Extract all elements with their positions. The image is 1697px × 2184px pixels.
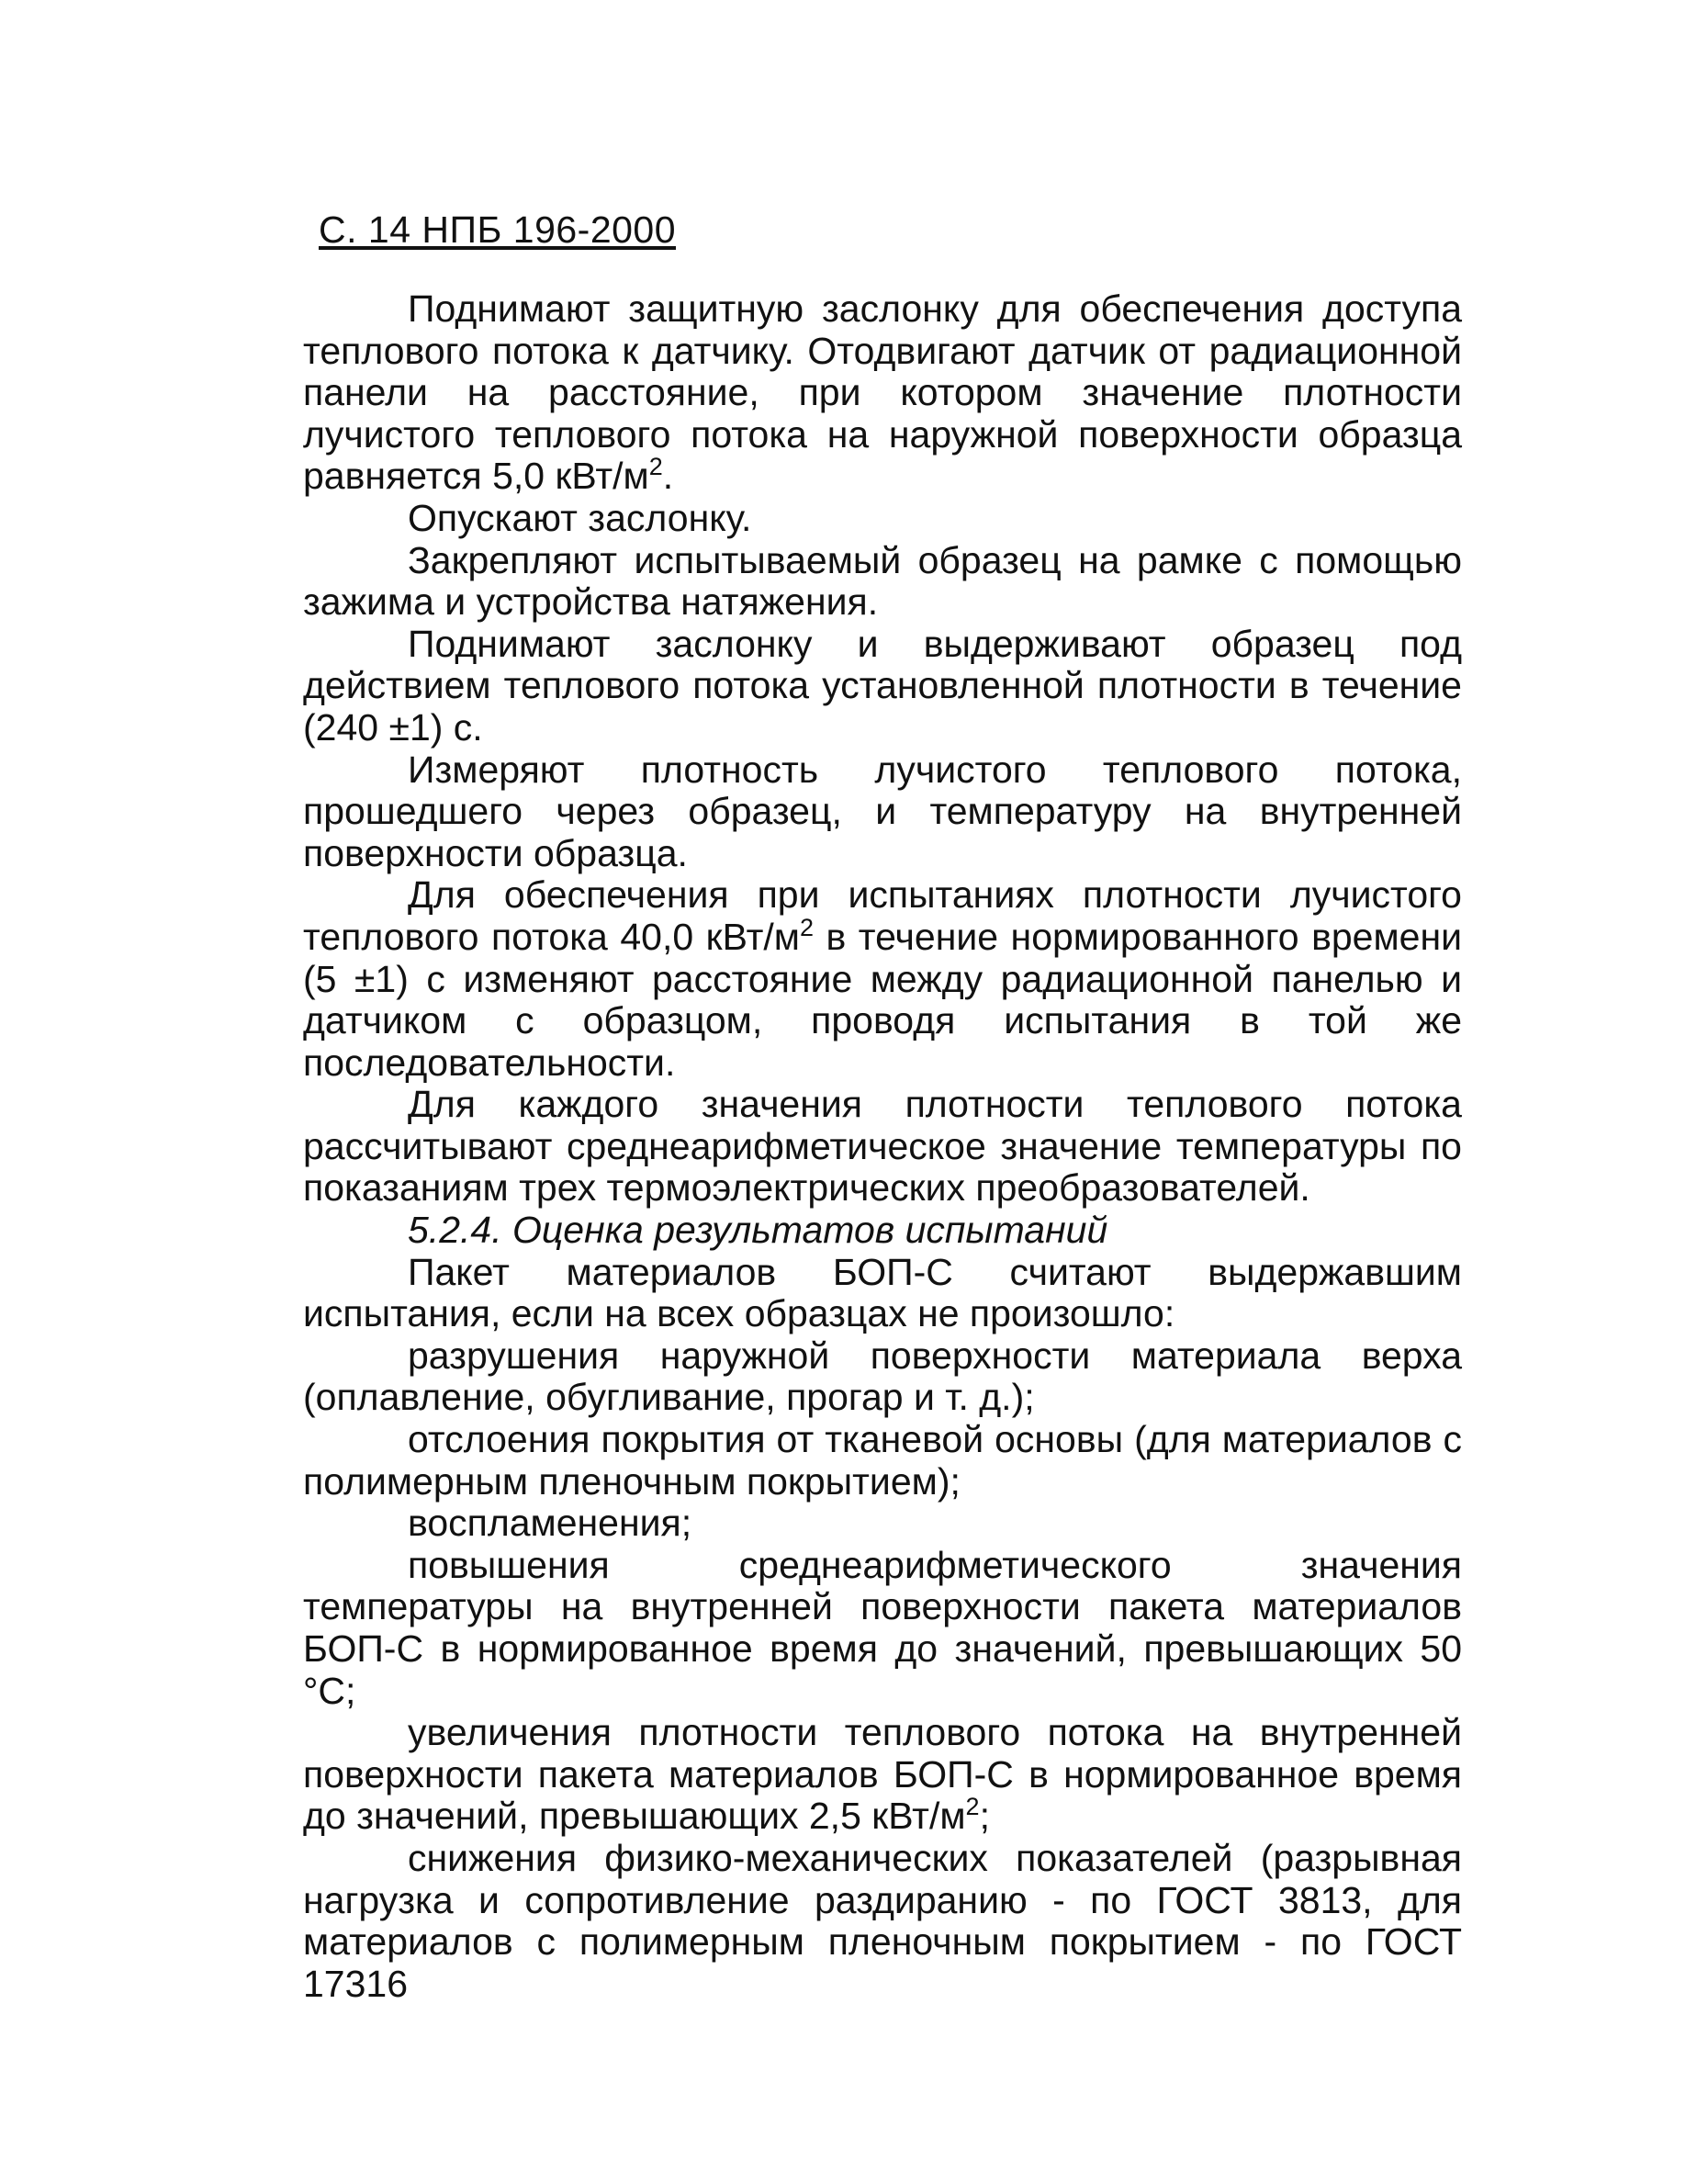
list-item: повышения среднеарифметического значения температуры на внутренней поверхности пакета материалов БОП-С в нормированное время до значений, превышающих 50 °С; — [303, 1543, 1462, 1712]
superscript: 2 — [648, 453, 663, 481]
paragraph-text-end: в течение нормированного времени (5 ±1) с изменяют расстояние между радиационной панелью и датчиком с образцом, проводя испытания в той же последовательности. — [303, 915, 1462, 1084]
list-item-text-end: ; — [979, 1795, 990, 1838]
paragraph-criteria-intro: Пакет материалов БОП-С считают выдержавшим испытания, если на всех образцах не произошло: — [303, 1250, 1462, 1335]
paragraph-fix-sample: Закрепляют испытываемый образец на рамке с помощью зажима и устройства натяжения. — [303, 538, 1462, 624]
paragraph-raise-shutter — [303, 288, 1462, 498]
superscript: 2 — [965, 1793, 980, 1821]
paragraph-text-end: . — [662, 455, 674, 498]
list-item: разрушения наружной поверхности материала верха (оплавление, обугливание, прогар и т. д.); — [303, 1334, 1462, 1419]
paragraph-text: Поднимают защитную заслонку для обеспечения доступа теплового потока к датчику. Отодвигают датчик от радиационной панели на расстояние, при котором значение плотности лучистого теплового потока на наружной поверхности образца равняется 5,0 кВт/м — [303, 287, 1462, 498]
paragraph-lower-shutter: Опускают заслонку. — [408, 496, 752, 539]
page-header: С. 14 НПБ 196-2000 — [319, 208, 677, 251]
list-item: отслоения покрытия от тканевой основы (для материалов с полимерным пленочным покрытием); — [303, 1418, 1462, 1503]
document-body — [303, 288, 1462, 2005]
list-item-text: увеличения плотности теплового потока на внутренней поверхности пакета материалов БОП-С в нормированное время до значений, превышающих 2,5 кВт/м — [303, 1711, 1462, 1838]
paragraph-high-flux — [303, 874, 1462, 1084]
paragraph-expose-sample: Поднимают заслонку и выдерживают образец под действием теплового потока установленной плотности в течение (240 ±1) с. — [303, 622, 1462, 749]
list-item — [303, 1712, 1462, 1838]
paragraph-calculate: Для каждого значения плотности теплового потока рассчитывают среднеарифметическое значение температуры по показаниям трех термоэлектрических преобразователей. — [303, 1083, 1462, 1210]
list-item: воспламенения; — [408, 1502, 692, 1545]
section-heading: 5.2.4. Оценка результатов испытаний — [408, 1209, 1108, 1252]
list-item: снижения физико-механических показателей (разрывная нагрузка и сопротивление раздиранию - по ГОСТ 3813, для материалов с полимерным пленочным покрытием - по ГОСТ 17316 — [303, 1836, 1462, 2005]
paragraph-measure: Измеряют плотность лучистого теплового потока, прошедшего через образец, и температуру на внутренней поверхности образца. — [303, 748, 1462, 874]
superscript: 2 — [799, 913, 814, 941]
paragraph-text: Для обеспечения при испытаниях плотности лучистого теплового потока 40,0 кВт/м — [303, 873, 1462, 958]
